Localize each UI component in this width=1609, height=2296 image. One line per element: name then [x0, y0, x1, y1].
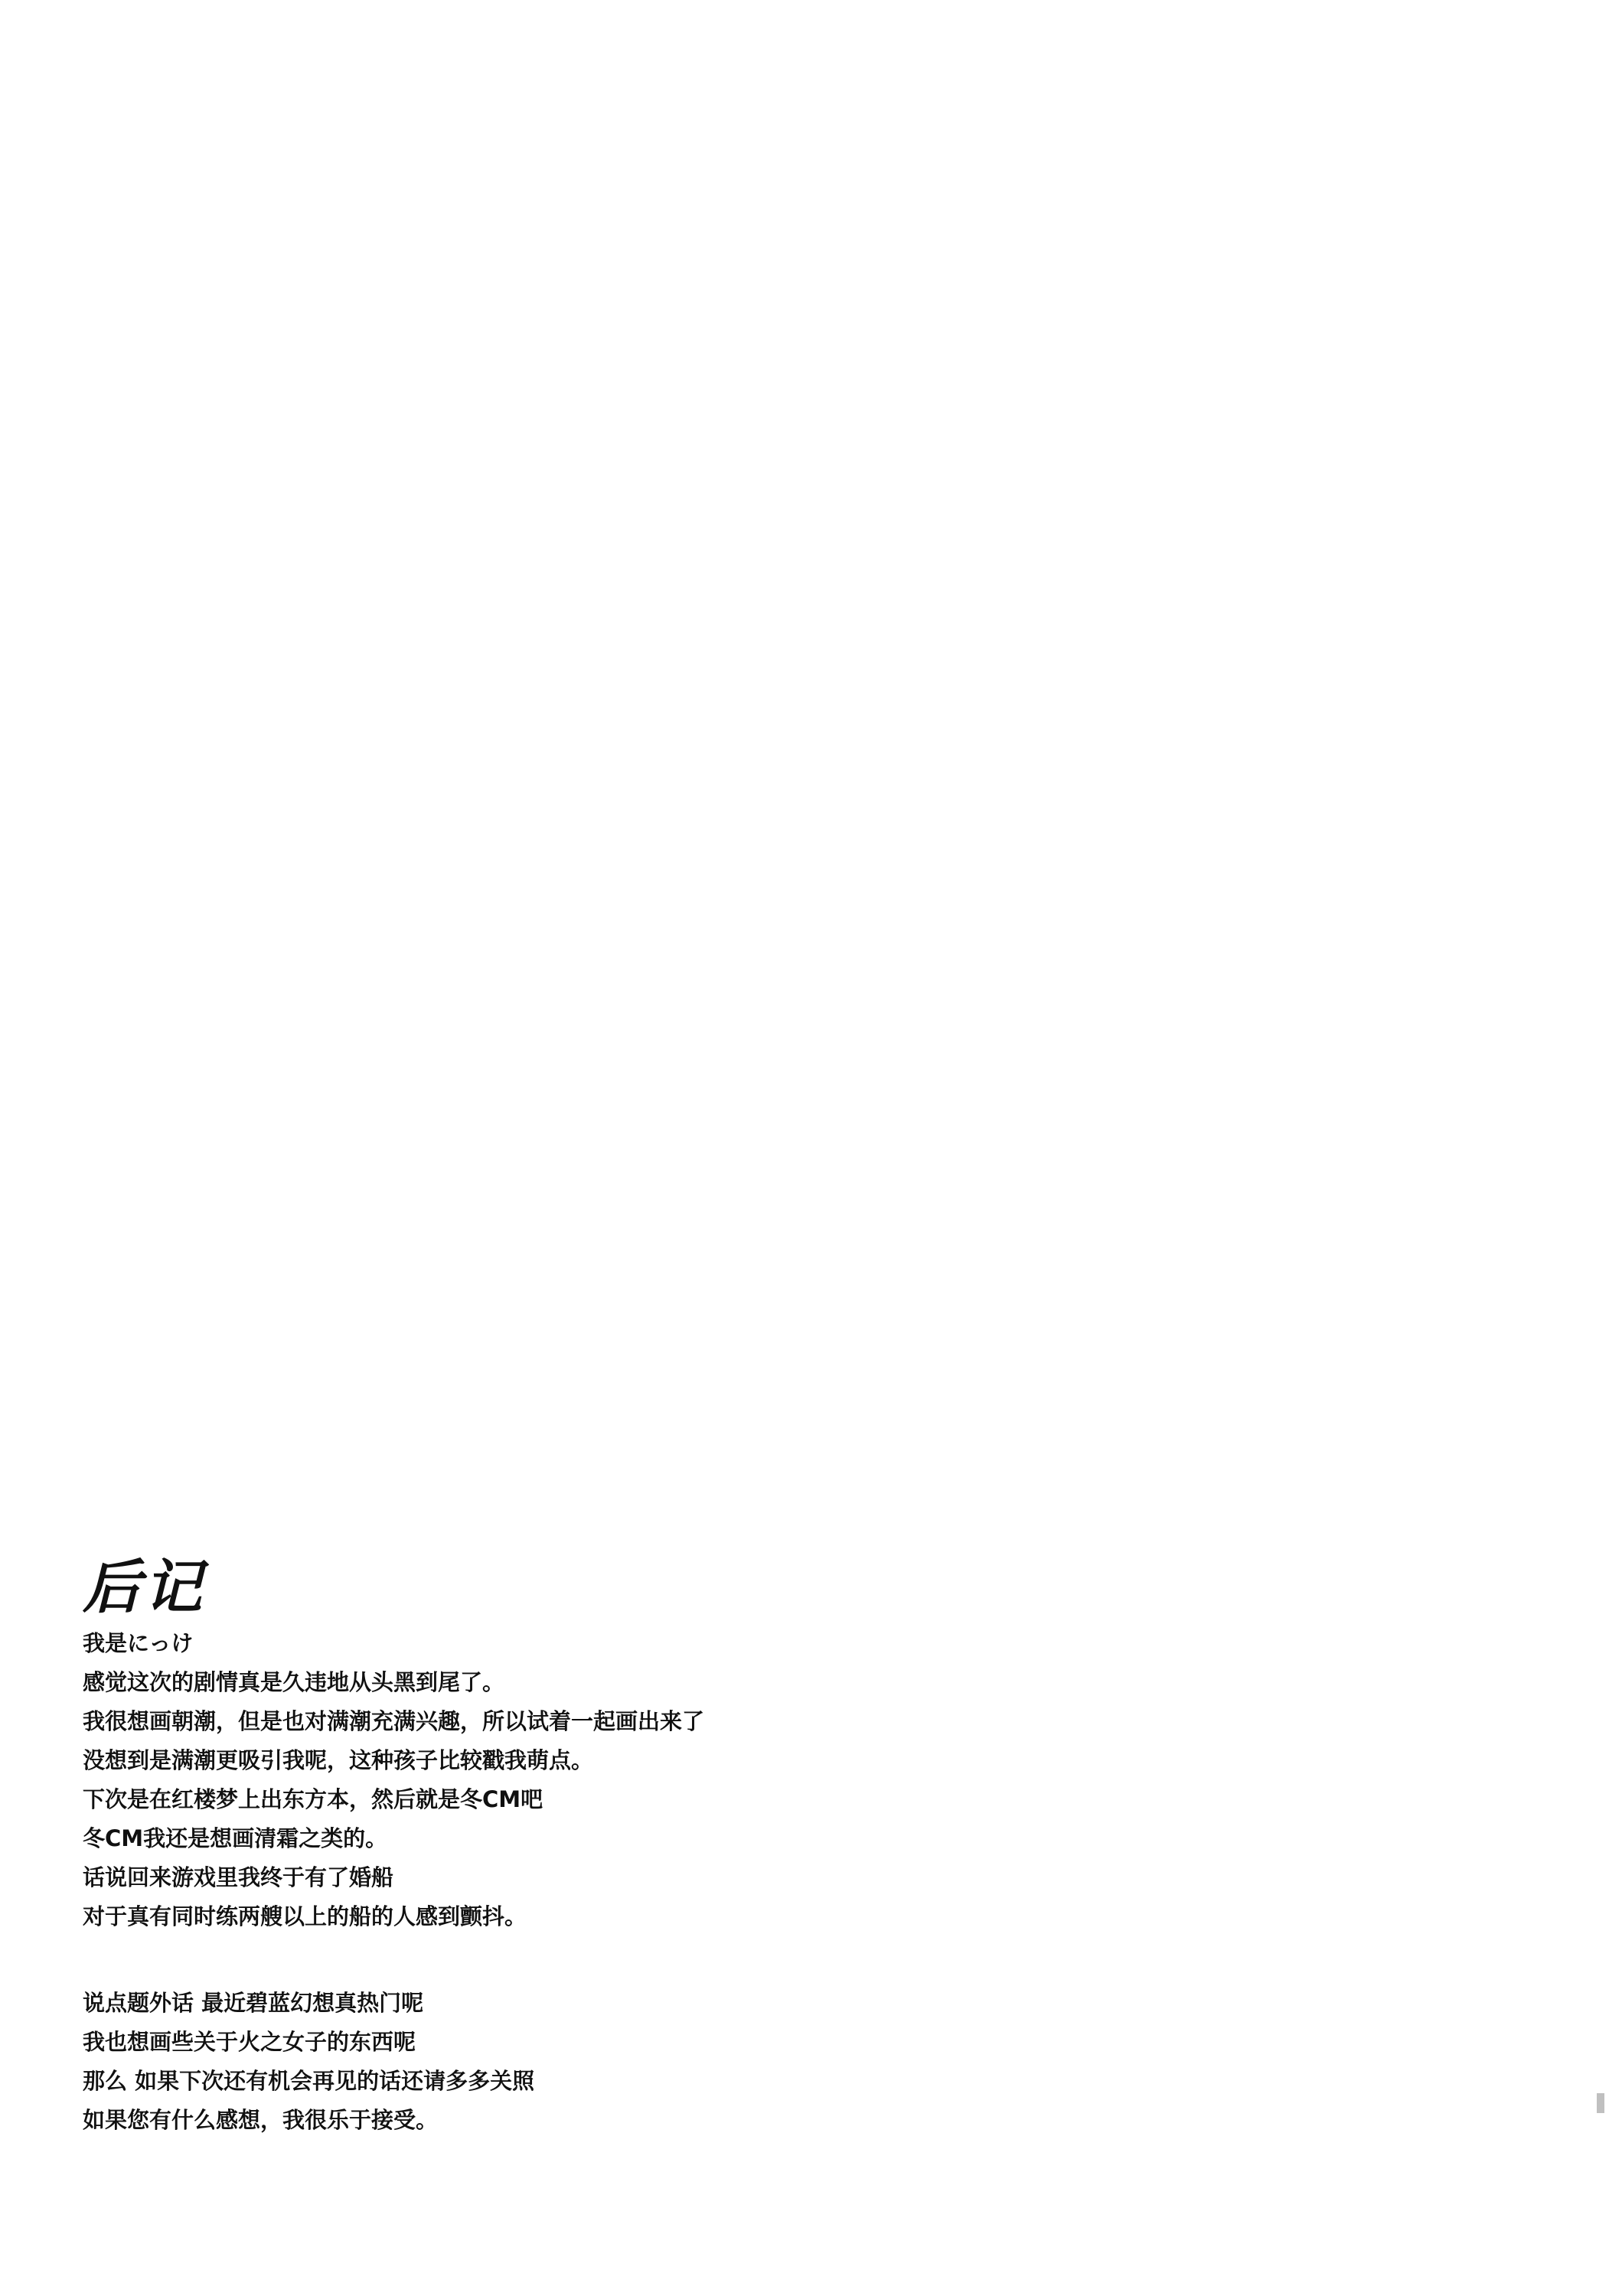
afterword-line: 那么 如果下次还有机会再见的话还请多多关照 — [83, 2068, 535, 2094]
afterword-line: 如果您有什么感想，我很乐于接受。 — [83, 2107, 439, 2133]
afterword-line: 没想到是满潮更吸引我呢，这种孩子比较戳我萌点。 — [83, 1747, 594, 1773]
page-title: 后记 — [83, 1552, 205, 1621]
afterword-paragraph-2 — [83, 1984, 534, 2140]
afterword-line: 感觉这次的剧情真是久违地从头黑到尾了。 — [83, 1669, 505, 1695]
afterword-paragraph-1 — [83, 1624, 704, 1936]
afterword-line: 我也想画些关于火之女子的东西呢 — [83, 2029, 416, 2055]
page-edge-mark — [1597, 2093, 1604, 2113]
afterword-line: 下次是在红楼梦上出东方本，然后就是冬CM吧 — [83, 1786, 543, 1812]
afterword-line: 冬CM我还是想画清霜之类的。 — [83, 1825, 388, 1851]
afterword-line: 对于真有同时练两艘以上的船的人感到颤抖。 — [83, 1903, 527, 1929]
afterword-line: 话说回来游戏里我终于有了婚船 — [83, 1864, 394, 1890]
afterword-line: 我很想画朝潮，但是也对满潮充满兴趣，所以试着一起画出来了 — [83, 1708, 705, 1734]
afterword-line: 我是にっけ — [83, 1630, 194, 1656]
afterword-line: 说点题外话 最近碧蓝幻想真热门呢 — [83, 1990, 424, 2016]
